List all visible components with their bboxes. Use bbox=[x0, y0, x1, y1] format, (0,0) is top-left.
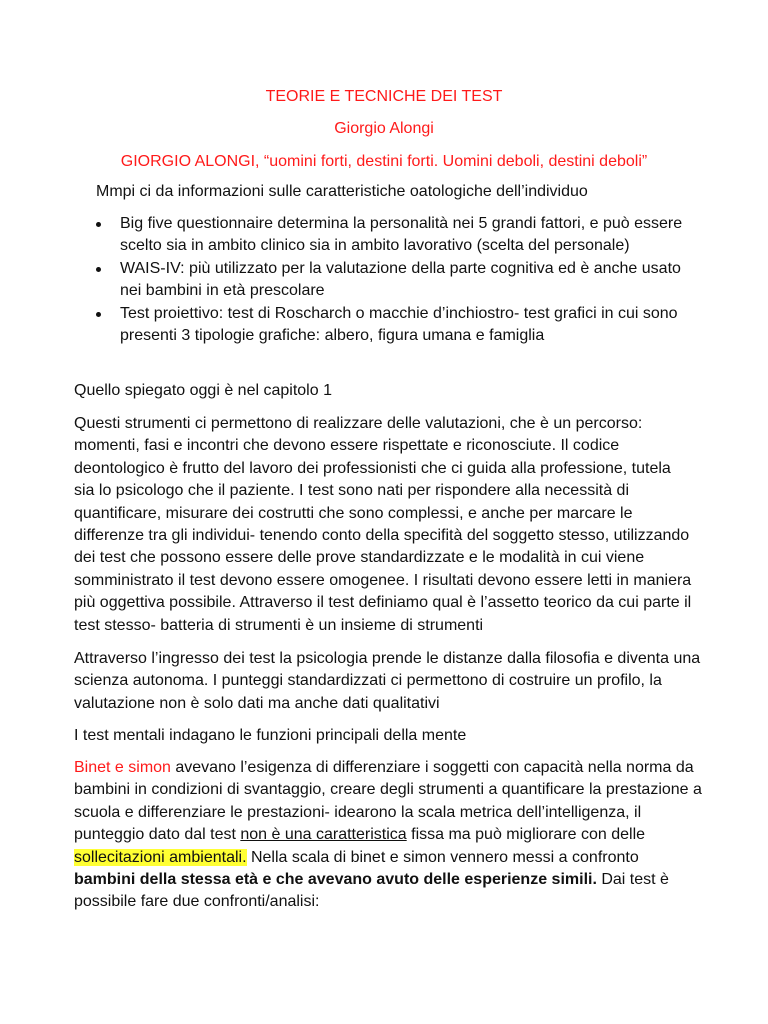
paragraph-binet-simon: Binet e simon avevano l’esigenza di differenziare i soggetti con capacità nella norma da bambini in condizioni di svantaggio, creare degli strumenti a quantificare la prestazione a scuola e differenziare le prestazioni- idearono la scala metrica dell’intelligenza, il punteggio dato dal test non è una caratteristica fissa ma può migliorare con delle sollecitazioni ambientali. Nella scala di binet e simon vennero messi a confronto bambini della stessa età e che avevano avuto delle esperienze simili. Dai test è possibile fare due confronti/analisi: bbox=[74, 759, 702, 911]
list-item: Big five questionnaire determina la personalità nei 5 grandi fattori, e può essere scelto sia in ambito clinico sia in ambito lavorativo (scelta del personale) bbox=[92, 213, 704, 258]
list-item: WAIS-IV: più utilizzato per la valutazione della parte cognitiva ed è anche usato nei bambini in età prescolare bbox=[92, 258, 704, 303]
bold-phrase: bambini della stessa età e che avevano avuto delle esperienze simili. bbox=[74, 871, 597, 889]
test-bullet-list bbox=[92, 213, 704, 347]
bullet-icon bbox=[96, 267, 101, 272]
document-title: TEORIE E TECNICHE DEI TEST bbox=[265, 88, 503, 105]
bullet-icon bbox=[96, 312, 101, 317]
list-item: Test proiettivo: test di Roscharch o macchie d’inchiostro- test grafici in cui sono presenti 3 tipologie grafiche: albero, figura umana e famiglia bbox=[92, 303, 704, 348]
paragraph-instruments: Questi strumenti ci permettono di realizzare delle valutazioni, che è un percorso: momenti, fasi e incontri che devono essere rispettate e riconosciute. Il codice deontologico è frutto del lavoro dei professionisti che ci guida alla professione, tutela sia lo psicologo che il paziente. I test sono nati per rispondere alla necessità di quantificare, misurare dei costrutti che sono complessi, e anche per marcare le differenze tra gli individui- tenendo conto della specifità del soggetto stesso, utilizzando dei test che possono essere delle prove standardizzate e le modalità in cui viene somministrato il test devono essere omogenee. I risultati devono essere letti in maniera più oggettiva possibile. Attraverso il test definiamo qual è l’assetto teorico da cui parte il test stesso- batteria di strumenti è un insieme di strumenti bbox=[74, 415, 692, 634]
intro-line: Mmpi ci da informazioni sulle caratteristiche oatologiche dell’individuo bbox=[96, 183, 588, 200]
paragraph-autonomy: Attraverso l’ingresso dei test la psicologia prende le distanze dalla filosofia e diventa una scienza autonoma. I punteggi standardizzati ci permettono di costruire un profilo, la valutazione non è solo dati ma anche dati qualitativi bbox=[74, 650, 701, 712]
paragraph-chapter: Quello spiegato oggi è nel capitolo 1 bbox=[74, 382, 332, 399]
highlighted-phrase: sollecitazioni ambientali. bbox=[74, 848, 247, 866]
bullet-icon bbox=[96, 222, 101, 227]
underlined-phrase: non è una caratteristica bbox=[240, 826, 407, 844]
author-quote: GIORGIO ALONGI, “uomini forti, destini forti. Uomini deboli, destini deboli” bbox=[120, 153, 648, 170]
document-author: Giorgio Alongi bbox=[334, 120, 434, 137]
paragraph-mental-tests: I test mentali indagano le funzioni principali della mente bbox=[74, 727, 467, 744]
binet-simon-highlight: Binet e simon bbox=[74, 759, 171, 776]
